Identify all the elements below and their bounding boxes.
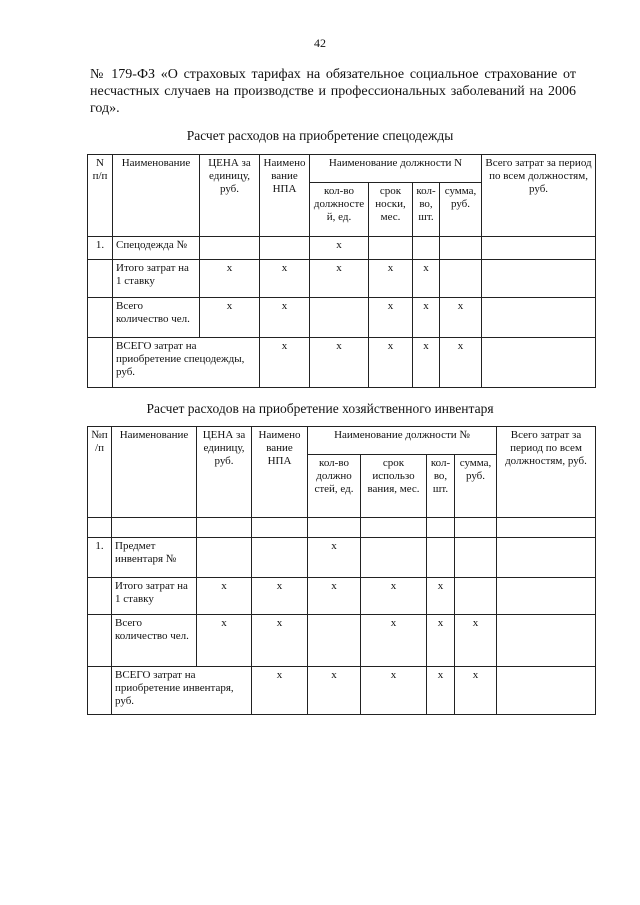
header-count: кол-во должносте й, ед.	[310, 183, 369, 237]
table1	[87, 154, 596, 388]
cell-sum	[455, 538, 497, 578]
cell-num	[88, 298, 113, 338]
cell-num	[88, 338, 113, 388]
table-row	[88, 260, 596, 298]
cell-total	[497, 615, 596, 667]
table-row	[88, 518, 596, 538]
cell-sum: x	[455, 667, 497, 715]
cell-num	[88, 518, 112, 538]
cell-count	[308, 615, 361, 667]
cell-name: Всего количество чел.	[112, 615, 197, 667]
cell-sum: x	[440, 298, 482, 338]
cell-num: 1.	[88, 237, 113, 260]
cell-name: Всего количество чел.	[113, 298, 200, 338]
cell-npa: x	[252, 667, 308, 715]
table2	[87, 426, 596, 715]
cell-total	[497, 667, 596, 715]
cell-qty: x	[413, 260, 440, 298]
header-position: Наименование должности N	[310, 155, 482, 183]
header-npa: Наимено вание НПА	[252, 427, 308, 518]
cell-term	[361, 538, 427, 578]
cell-total	[497, 578, 596, 615]
cell-qty	[427, 518, 455, 538]
cell-qty: x	[413, 298, 440, 338]
cell-total	[482, 338, 596, 388]
header-npa: Наимено вание НПА	[260, 155, 310, 237]
cell-qty: x	[427, 667, 455, 715]
cell-qty: x	[427, 578, 455, 615]
cell-count: x	[308, 538, 361, 578]
table-row	[88, 615, 596, 667]
cell-num	[88, 578, 112, 615]
table-row	[88, 538, 596, 578]
cell-qty	[427, 538, 455, 578]
cell-name: ВСЕГО затрат на приобретение спецодежды, руб.	[113, 338, 260, 388]
header-qty: кол- во, шт.	[427, 455, 455, 518]
intro-text: № 179-ФЗ «О страховых тарифах на обязательное социальное страхование от несчастных случаев на производстве и профессиональных заболеваний на 2006 год».	[90, 67, 576, 116]
cell-price	[197, 518, 252, 538]
cell-price	[200, 237, 260, 260]
cell-sum: x	[440, 338, 482, 388]
cell-qty: x	[413, 338, 440, 388]
header-sum: сумма, руб.	[455, 455, 497, 518]
table-row	[88, 578, 596, 615]
cell-name: ВСЕГО затрат на приобретение инвентаря, руб.	[112, 667, 252, 715]
cell-sum	[440, 260, 482, 298]
cell-npa	[252, 538, 308, 578]
cell-qty: x	[427, 615, 455, 667]
page-number: 42	[314, 36, 326, 50]
cell-count: x	[310, 237, 369, 260]
header-count: кол-во должно стей, ед.	[308, 455, 361, 518]
header-price: ЦЕНА за единицу, руб.	[200, 155, 260, 237]
cell-price: x	[200, 298, 260, 338]
header-total: Всего затрат за период по всем должностям, руб.	[482, 155, 596, 237]
cell-count: x	[310, 338, 369, 388]
cell-num	[88, 667, 112, 715]
cell-term	[361, 518, 427, 538]
cell-term: x	[361, 615, 427, 667]
cell-count: x	[308, 578, 361, 615]
cell-num	[88, 260, 113, 298]
header-term: срок носки, мес.	[369, 183, 413, 237]
intro-paragraph	[90, 66, 576, 117]
cell-num	[88, 615, 112, 667]
cell-count	[308, 518, 361, 538]
cell-name: Итого затрат на 1 ставку	[112, 578, 197, 615]
cell-term: x	[369, 338, 413, 388]
cell-npa	[260, 237, 310, 260]
cell-term: x	[369, 260, 413, 298]
header-total: Всего затрат за период по всем должностям, руб.	[497, 427, 596, 518]
table1-caption: Расчет расходов на приобретение спецодежды	[186, 128, 454, 143]
table-row	[88, 298, 596, 338]
table-row	[88, 237, 596, 260]
header-num: №п /п	[88, 427, 112, 518]
header-term: срок использо вания, мес.	[361, 455, 427, 518]
cell-sum	[455, 578, 497, 615]
header-sum: сумма, руб.	[440, 183, 482, 237]
cell-total	[497, 538, 596, 578]
cell-npa: x	[252, 578, 308, 615]
cell-name: Предмет инвентаря №	[112, 538, 197, 578]
cell-name: Итого затрат на 1 ставку	[113, 260, 200, 298]
cell-sum: x	[455, 615, 497, 667]
cell-name: Спецодежда №	[113, 237, 200, 260]
header-position: Наименование должности №	[308, 427, 497, 455]
cell-sum	[455, 518, 497, 538]
cell-term: x	[369, 298, 413, 338]
cell-count: x	[308, 667, 361, 715]
cell-price: x	[197, 615, 252, 667]
header-name: Наименование	[112, 427, 197, 518]
table-row	[88, 338, 596, 388]
cell-sum	[440, 237, 482, 260]
cell-price: x	[200, 260, 260, 298]
header-name: Наименование	[113, 155, 200, 237]
table2-caption: Расчет расходов на приобретение хозяйственного инвентаря	[146, 401, 494, 416]
cell-npa: x	[252, 615, 308, 667]
cell-npa: x	[260, 338, 310, 388]
cell-total	[482, 237, 596, 260]
header-qty: кол- во, шт.	[413, 183, 440, 237]
cell-price: x	[197, 578, 252, 615]
table2-header-row	[88, 427, 596, 455]
cell-count	[310, 298, 369, 338]
cell-term: x	[361, 667, 427, 715]
header-price: ЦЕНА за единицу, руб.	[197, 427, 252, 518]
cell-npa: x	[260, 298, 310, 338]
cell-price	[197, 538, 252, 578]
table1-header-row	[88, 155, 596, 183]
cell-num: 1.	[88, 538, 112, 578]
cell-total	[482, 298, 596, 338]
cell-name	[112, 518, 197, 538]
cell-npa: x	[260, 260, 310, 298]
cell-total	[497, 518, 596, 538]
header-num: N п/п	[88, 155, 113, 237]
cell-qty	[413, 237, 440, 260]
cell-npa	[252, 518, 308, 538]
table-row	[88, 667, 596, 715]
cell-term	[369, 237, 413, 260]
cell-term: x	[361, 578, 427, 615]
cell-count: x	[310, 260, 369, 298]
cell-total	[482, 260, 596, 298]
